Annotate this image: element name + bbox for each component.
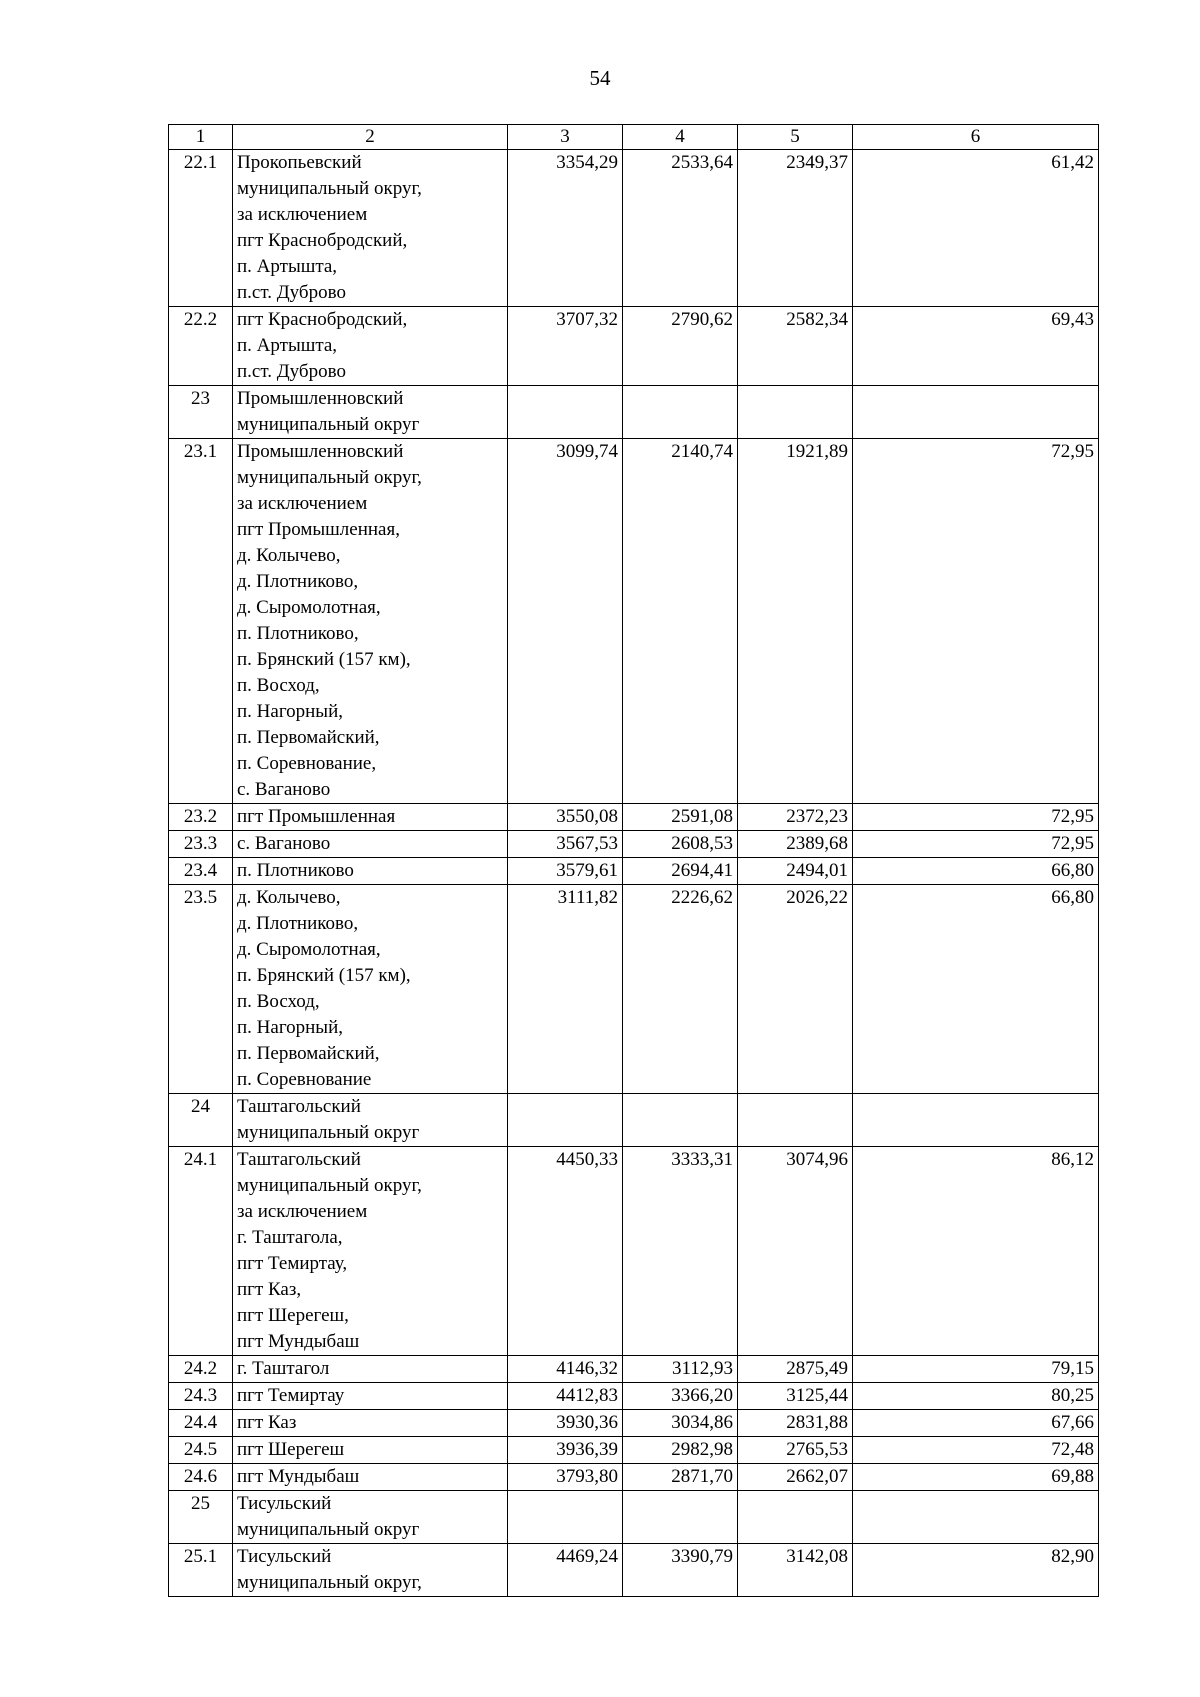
territory-name-line: Таштагольский	[237, 1149, 361, 1170]
table-row	[169, 386, 1099, 439]
territory-name-cell	[233, 1147, 508, 1356]
row-number-cell: 23	[169, 386, 233, 439]
table-row	[169, 1410, 1099, 1437]
value-cell-v6: 72,95	[853, 439, 1099, 804]
territory-name-line: муниципальный округ	[237, 414, 420, 435]
row-number-cell: 23.4	[169, 858, 233, 885]
value-cell-v5: 2026,22	[738, 885, 853, 1094]
row-number-cell: 24.6	[169, 1464, 233, 1491]
territory-name-line: п. Артышта,	[237, 335, 338, 356]
territory-name-line: пгт Промышленная	[237, 806, 396, 827]
table-row	[169, 858, 1099, 885]
table-row	[169, 1491, 1099, 1544]
row-number-cell: 24.2	[169, 1356, 233, 1383]
value-cell-v3: 3567,53	[508, 831, 623, 858]
value-cell-v3: 4412,83	[508, 1383, 623, 1410]
territory-name-line: Промышленновский	[237, 388, 404, 409]
row-number-cell: 24.1	[169, 1147, 233, 1356]
value-cell-v6: 82,90	[853, 1544, 1099, 1597]
value-cell-v4: 2694,41	[623, 858, 738, 885]
value-cell-v6: 69,43	[853, 307, 1099, 386]
value-cell-v4: 2533,64	[623, 150, 738, 307]
value-cell-v3: 4450,33	[508, 1147, 623, 1356]
tariff-table	[168, 124, 1099, 1597]
value-cell-v4: 3390,79	[623, 1544, 738, 1597]
column-header: 4	[623, 125, 738, 150]
territory-name-line: д. Колычево,	[237, 545, 341, 566]
column-header: 5	[738, 125, 853, 150]
value-cell-v4: 3112,93	[623, 1356, 738, 1383]
territory-name-line: д. Сыромолотная,	[237, 939, 381, 960]
value-cell-v6: 72,95	[853, 831, 1099, 858]
value-cell-v5	[738, 386, 853, 439]
table-row	[169, 1356, 1099, 1383]
value-cell-v5: 3142,08	[738, 1544, 853, 1597]
territory-name-line: пгт Шерегеш	[237, 1439, 345, 1460]
territory-name-line: муниципальный округ	[237, 1122, 420, 1143]
value-cell-v3: 3707,32	[508, 307, 623, 386]
row-number-cell: 23.1	[169, 439, 233, 804]
territory-name-line: п. Первомайский,	[237, 727, 380, 748]
territory-name-line: п. Артышта,	[237, 256, 338, 277]
value-cell-v6	[853, 386, 1099, 439]
territory-name-line: п. Брянский (157 км),	[237, 649, 411, 670]
value-cell-v5	[738, 1094, 853, 1147]
territory-name-cell	[233, 885, 508, 1094]
territory-name-line: муниципальный округ,	[237, 178, 422, 199]
value-cell-v3: 3111,82	[508, 885, 623, 1094]
table-header-row	[169, 125, 1099, 150]
territory-name-line: г. Таштагола,	[237, 1227, 343, 1248]
value-cell-v3	[508, 1491, 623, 1544]
territory-name-line: п. Восход,	[237, 675, 320, 696]
row-number-cell: 24	[169, 1094, 233, 1147]
table-row	[169, 439, 1099, 804]
territory-name-line: пгт Мундыбаш	[237, 1331, 360, 1352]
territory-name-line: с. Ваганово	[237, 779, 331, 800]
territory-name-line: муниципальный округ	[237, 1519, 420, 1540]
territory-name-line: пгт Краснобродский,	[237, 230, 408, 251]
table-row	[169, 1383, 1099, 1410]
territory-name-line: пгт Темиртау,	[237, 1253, 348, 1274]
value-cell-v5: 2372,23	[738, 804, 853, 831]
value-cell-v4: 2871,70	[623, 1464, 738, 1491]
row-number-cell: 22.2	[169, 307, 233, 386]
territory-name-line: пгт Мундыбаш	[237, 1466, 360, 1487]
territory-name-line: п. Нагорный,	[237, 1017, 343, 1038]
value-cell-v3: 3579,61	[508, 858, 623, 885]
row-number-cell: 24.3	[169, 1383, 233, 1410]
value-cell-v3: 3793,80	[508, 1464, 623, 1491]
table-row	[169, 804, 1099, 831]
territory-name-line: п.ст. Дуброво	[237, 282, 346, 303]
value-cell-v5: 2765,53	[738, 1437, 853, 1464]
row-number-cell: 24.4	[169, 1410, 233, 1437]
value-cell-v4: 3366,20	[623, 1383, 738, 1410]
value-cell-v6: 72,95	[853, 804, 1099, 831]
value-cell-v5: 2389,68	[738, 831, 853, 858]
row-number-cell: 23.5	[169, 885, 233, 1094]
territory-name-line: д. Плотниково,	[237, 571, 359, 592]
territory-name-cell	[233, 1356, 508, 1383]
territory-name-line: пгт Промышленная,	[237, 519, 400, 540]
value-cell-v3	[508, 386, 623, 439]
value-cell-v6	[853, 1094, 1099, 1147]
table-row	[169, 831, 1099, 858]
territory-name-line: муниципальный округ,	[237, 1175, 422, 1196]
territory-name-line: пгт Каз	[237, 1412, 297, 1433]
territory-name-line: п. Плотниково,	[237, 623, 359, 644]
territory-name-line: пгт Краснобродский,	[237, 309, 408, 330]
value-cell-v5: 2662,07	[738, 1464, 853, 1491]
territory-name-line: д. Плотниково,	[237, 913, 359, 934]
table-row	[169, 1464, 1099, 1491]
territory-name-line: Промышленновский	[237, 441, 404, 462]
table-row	[169, 307, 1099, 386]
value-cell-v4: 2982,98	[623, 1437, 738, 1464]
territory-name-line: за исключением	[237, 204, 368, 225]
value-cell-v6: 69,88	[853, 1464, 1099, 1491]
territory-name-line: д. Колычево,	[237, 887, 341, 908]
value-cell-v4: 3333,31	[623, 1147, 738, 1356]
territory-name-cell	[233, 1383, 508, 1410]
value-cell-v5: 3074,96	[738, 1147, 853, 1356]
territory-name-line: за исключением	[237, 1201, 368, 1222]
value-cell-v6: 80,25	[853, 1383, 1099, 1410]
value-cell-v3: 3550,08	[508, 804, 623, 831]
value-cell-v4: 2591,08	[623, 804, 738, 831]
territory-name-cell	[233, 1437, 508, 1464]
row-number-cell: 24.5	[169, 1437, 233, 1464]
territory-name-cell	[233, 150, 508, 307]
territory-name-cell	[233, 804, 508, 831]
territory-name-line: п. Брянский (157 км),	[237, 965, 411, 986]
territory-name-line: Тисульский	[237, 1546, 332, 1567]
value-cell-v5: 1921,89	[738, 439, 853, 804]
value-cell-v3: 3099,74	[508, 439, 623, 804]
value-cell-v6	[853, 1491, 1099, 1544]
value-cell-v6: 61,42	[853, 150, 1099, 307]
territory-name-line: муниципальный округ,	[237, 1572, 422, 1593]
territory-name-line: п. Соревнование	[237, 1069, 372, 1090]
row-number-cell: 22.1	[169, 150, 233, 307]
value-cell-v6: 72,48	[853, 1437, 1099, 1464]
table-body	[169, 150, 1099, 1597]
column-header: 2	[233, 125, 508, 150]
territory-name-cell	[233, 1544, 508, 1597]
territory-name-line: за исключением	[237, 493, 368, 514]
table-row	[169, 1094, 1099, 1147]
territory-name-line: п. Плотниково	[237, 860, 354, 881]
column-header: 6	[853, 125, 1099, 150]
value-cell-v5: 3125,44	[738, 1383, 853, 1410]
territory-name-line: Прокопьевский	[237, 152, 362, 173]
value-cell-v4	[623, 1094, 738, 1147]
territory-name-cell	[233, 439, 508, 804]
territory-name-line: п. Соревнование,	[237, 753, 377, 774]
value-cell-v5	[738, 1491, 853, 1544]
table-row	[169, 1147, 1099, 1356]
territory-name-line: г. Таштагол	[237, 1358, 330, 1379]
territory-name-cell	[233, 307, 508, 386]
value-cell-v4: 2140,74	[623, 439, 738, 804]
table-row	[169, 150, 1099, 307]
value-cell-v3: 4146,32	[508, 1356, 623, 1383]
value-cell-v4	[623, 386, 738, 439]
territory-name-line: п. Восход,	[237, 991, 320, 1012]
table-row	[169, 1437, 1099, 1464]
value-cell-v5: 2349,37	[738, 150, 853, 307]
value-cell-v6: 79,15	[853, 1356, 1099, 1383]
value-cell-v6: 67,66	[853, 1410, 1099, 1437]
page-number: 54	[589, 66, 611, 90]
value-cell-v4	[623, 1491, 738, 1544]
value-cell-v6: 86,12	[853, 1147, 1099, 1356]
value-cell-v3: 3354,29	[508, 150, 623, 307]
territory-name-cell	[233, 1491, 508, 1544]
column-header: 1	[169, 125, 233, 150]
value-cell-v5: 2494,01	[738, 858, 853, 885]
value-cell-v5: 2831,88	[738, 1410, 853, 1437]
value-cell-v3: 3930,36	[508, 1410, 623, 1437]
table-row	[169, 885, 1099, 1094]
territory-name-line: п. Первомайский,	[237, 1043, 380, 1064]
value-cell-v3: 4469,24	[508, 1544, 623, 1597]
territory-name-line: Таштагольский	[237, 1096, 361, 1117]
value-cell-v5: 2582,34	[738, 307, 853, 386]
territory-name-line: муниципальный округ,	[237, 467, 422, 488]
territory-name-cell	[233, 1410, 508, 1437]
row-number-cell: 25.1	[169, 1544, 233, 1597]
value-cell-v4: 3034,86	[623, 1410, 738, 1437]
row-number-cell: 23.3	[169, 831, 233, 858]
value-cell-v3: 3936,39	[508, 1437, 623, 1464]
row-number-cell: 23.2	[169, 804, 233, 831]
column-header: 3	[508, 125, 623, 150]
territory-name-line: пгт Каз,	[237, 1279, 302, 1300]
territory-name-cell	[233, 386, 508, 439]
value-cell-v4: 2226,62	[623, 885, 738, 1094]
value-cell-v6: 66,80	[853, 885, 1099, 1094]
territory-name-line: с. Ваганово	[237, 833, 331, 854]
row-number-cell: 25	[169, 1491, 233, 1544]
value-cell-v4: 2608,53	[623, 831, 738, 858]
territory-name-line: п. Нагорный,	[237, 701, 343, 722]
territory-name-cell	[233, 831, 508, 858]
territory-name-cell	[233, 858, 508, 885]
territory-name-line: пгт Темиртау	[237, 1385, 345, 1406]
territory-name-line: пгт Шерегеш,	[237, 1305, 349, 1326]
territory-name-cell	[233, 1094, 508, 1147]
territory-name-line: п.ст. Дуброво	[237, 361, 346, 382]
value-cell-v5: 2875,49	[738, 1356, 853, 1383]
territory-name-line: Тисульский	[237, 1493, 332, 1514]
territory-name-line: д. Сыромолотная,	[237, 597, 381, 618]
value-cell-v6: 66,80	[853, 858, 1099, 885]
table-row	[169, 1544, 1099, 1597]
value-cell-v4: 2790,62	[623, 307, 738, 386]
value-cell-v3	[508, 1094, 623, 1147]
territory-name-cell	[233, 1464, 508, 1491]
